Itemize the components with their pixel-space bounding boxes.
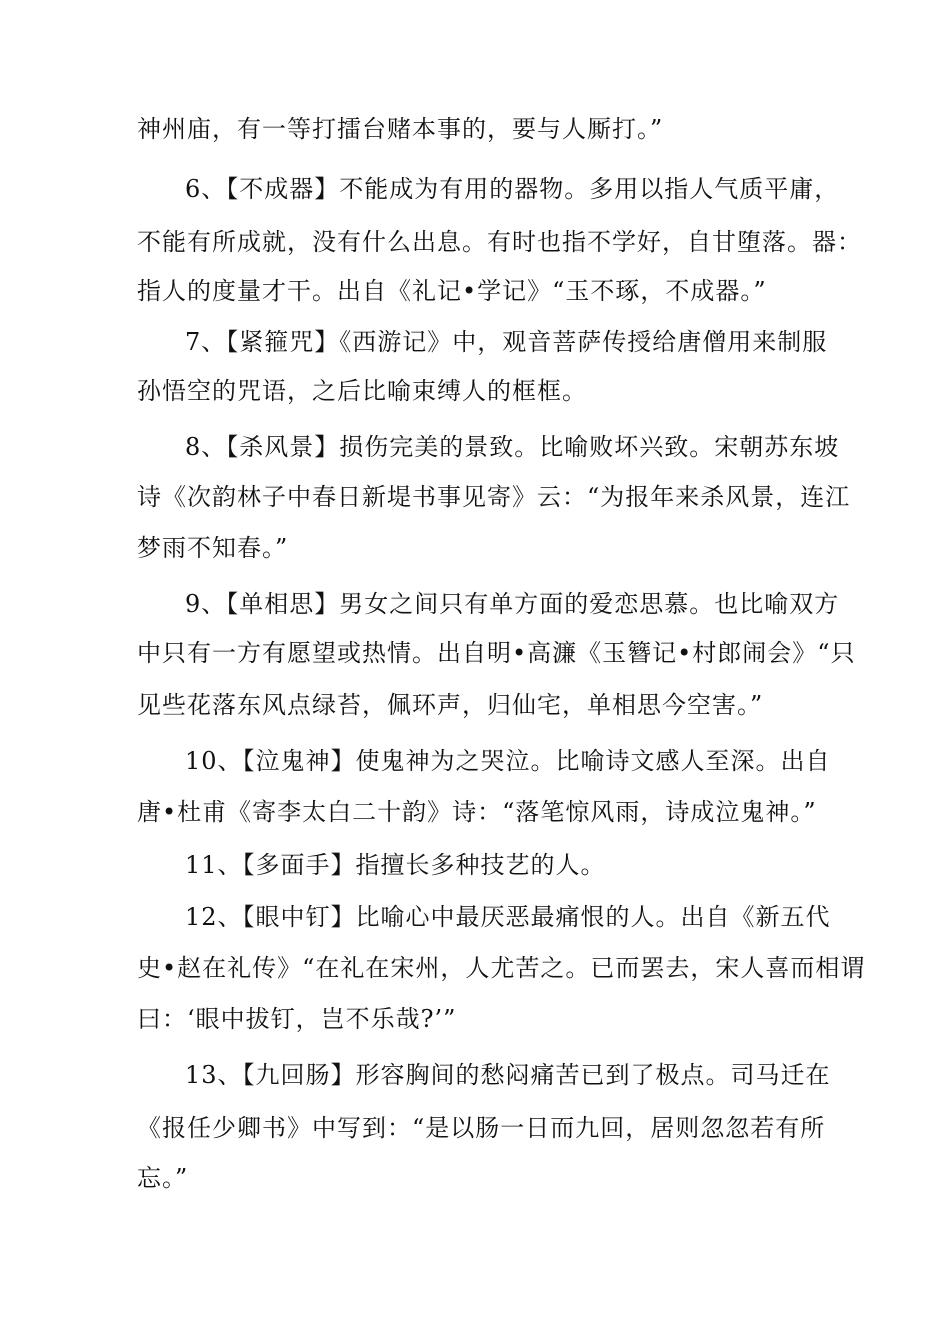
paragraph-13-line-1: 13、【九回肠】形容胸间的愁闷痛苦已到了极点。司马迁在 [185, 1061, 831, 1089]
paragraph-10-line-2: 唐•杜甫《寄李太白二十韵》诗：“落笔惊风雨，诗成泣鬼神。” [137, 798, 817, 826]
paragraph-13-line-3: 忘。” [137, 1164, 189, 1192]
paragraph-10-line-1: 10、【泣鬼神】使鬼神为之哭泣。比喻诗文感人至深。出自 [185, 747, 831, 775]
paragraph-6-line-1: 6、【不成器】不能成为有用的器物。多用以指人气质平庸， [185, 175, 840, 203]
paragraph-12-line-3: 曰：‘眼中拔钉，岂不乐哉?’” [137, 1005, 457, 1033]
paragraph-9-line-2: 中只有一方有愿望或热情。出自明•高濂《玉簪记•村郎闹会》“只 [137, 639, 856, 667]
paragraph-8-line-1: 8、【杀风景】损伤完美的景致。比喻败坏兴致。宋朝苏东坡 [185, 433, 840, 461]
paragraph-7-line-1: 7、【紧箍咒】《西游记》中，观音菩萨传授给唐僧用来制服 [185, 328, 828, 356]
paragraph-8-line-3: 梦雨不知春。” [137, 534, 289, 562]
paragraph-12-line-1: 12、【眼中钉】比喻心中最厌恶最痛恨的人。出自《新五代 [185, 903, 831, 931]
paragraph-13-line-2: 《报任少卿书》中写到：“是以肠一日而九回，居则忽忽若有所 [137, 1114, 826, 1142]
paragraph-9-line-3: 见些花落东风点绿苔，佩环声，归仙宅，单相思今空害。” [137, 691, 764, 719]
paragraph-12-line-2: 史•赵在礼传》“在礼在宋州，人尤苦之。已而罢去，宋人喜而相谓 [137, 954, 866, 982]
text-line: 神州庙，有一等打擂台赌本事的，要与人厮打。” [137, 115, 664, 143]
paragraph-11-line-1: 11、【多面手】指擅长多种技艺的人。 [185, 851, 606, 879]
paragraph-6-line-3: 指人的度量才干。出自《礼记•学记》“玉不琢，不成器。” [137, 277, 767, 305]
paragraph-6-line-2: 不能有所成就，没有什么出息。有时也指不学好，自甘堕落。器： [137, 228, 862, 256]
paragraph-9-line-1: 9、【单相思】男女之间只有单方面的爱恋思慕。也比喻双方 [185, 590, 840, 618]
paragraph-8-line-2: 诗《次韵林子中春日新堤书事见寄》云：“为报年来杀风景，连江 [137, 483, 851, 511]
paragraph-7-line-2: 孙悟空的咒语，之后比喻束缚人的框框。 [137, 377, 587, 405]
